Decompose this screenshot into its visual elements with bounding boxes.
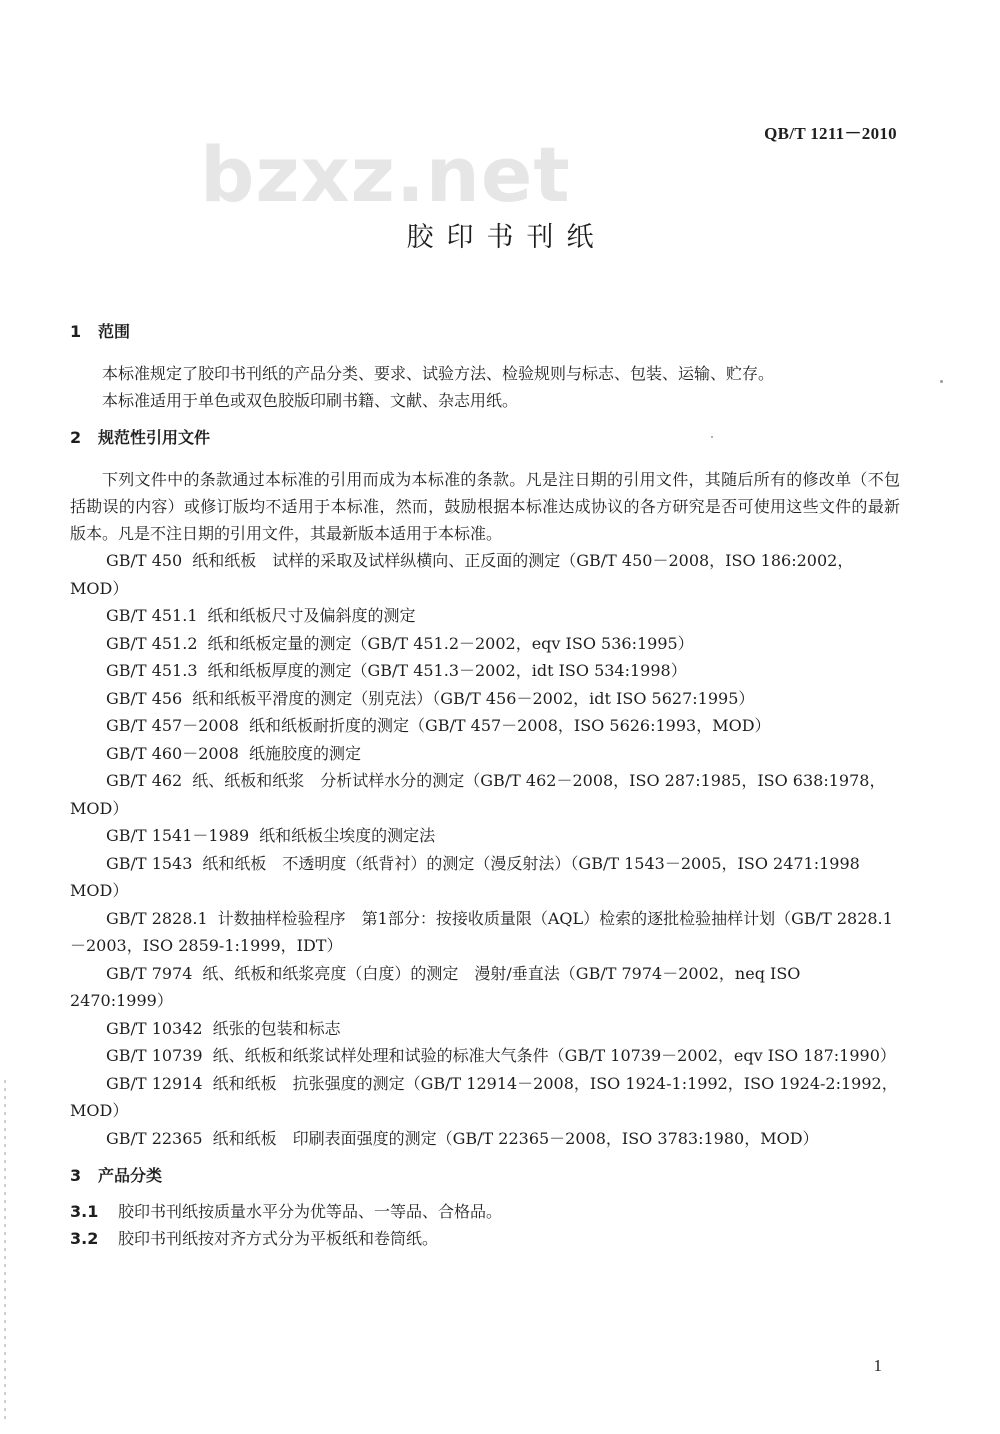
scan-edge-artifact — [4, 1080, 6, 1420]
reference-code: GB/T 10342 — [106, 1018, 203, 1038]
clause-text: 胶印书刊纸按质量水平分为优等品、一等品、合格品。 — [118, 1202, 503, 1221]
section-heading — [70, 320, 900, 344]
document-body — [70, 320, 900, 1252]
reference-item — [70, 685, 900, 713]
reference-item — [70, 1070, 900, 1125]
clause-text: 胶印书刊纸按对齐方式分为平板纸和卷筒纸。 — [118, 1229, 439, 1248]
reference-code: GB/T 10739 — [106, 1046, 203, 1065]
reference-item — [70, 905, 900, 960]
reference-code: GB/T 460－2008 — [106, 743, 239, 763]
reference-title: 纸张的包装和标志 — [212, 1018, 341, 1038]
reference-code: GB/T 462 — [106, 771, 183, 790]
reference-title: 纸和纸板尘埃度的测定法 — [259, 826, 436, 845]
reference-item — [70, 850, 900, 905]
scan-speck — [711, 436, 713, 438]
reference-item — [70, 822, 900, 850]
reference-item — [70, 960, 900, 1015]
reference-title: 纸、纸板和纸浆试样处理和试验的标准大气条件（GB/T 10739－2002，eqv ISO 187:1990） — [212, 1046, 896, 1065]
reference-title: 纸和纸板 试样的采取及试样纵横向、正反面的测定（GB/T 450－2008，ISO 186:2002，MOD） — [70, 551, 854, 598]
reference-code: GB/T 1541－1989 — [106, 826, 250, 845]
reference-title: 纸和纸板 抗张强度的测定（GB/T 12914－2008，ISO 1924-1:1992，ISO 1924-2:1992，MOD） — [70, 1073, 898, 1120]
reference-item — [70, 1125, 900, 1153]
section-number: 2 — [70, 428, 82, 447]
reference-code: GB/T 22365 — [106, 1128, 203, 1148]
reference-title: 纸和纸板厚度的测定（GB/T 451.3－2002，idt ISO 534:1998） — [207, 661, 687, 680]
reference-item — [70, 547, 900, 602]
reference-code: GB/T 451.3 — [106, 661, 198, 680]
clause — [70, 1198, 900, 1225]
paragraph: 本标准规定了胶印书刊纸的产品分类、要求、试验方法、检验规则与标志、包装、运输、贮存。 — [102, 364, 775, 383]
paragraph: 下列文件中的条款通过本标准的引用而成为本标准的条款。凡是注日期的引用文件，其随后所有的修改单（不包括勘误的内容）或修订版均不适用于本标准，然而，鼓励根据本标准达成协议的各方研究是否可使用这些文件的最新版本。凡是不注日期的引用文件，其最新版本适用于本标准。 — [70, 470, 900, 543]
standard-number: QB/T 1211－2010 — [764, 124, 897, 143]
reference-code: GB/T 451.1 — [106, 606, 198, 625]
reference-title: 纸和纸板平滑度的测定（别克法）（GB/T 456－2002，idt ISO 5627:1995） — [192, 688, 755, 708]
reference-title: 纸施胶度的测定 — [248, 743, 361, 763]
section-number: 3 — [70, 1166, 82, 1185]
reference-code: GB/T 12914 — [106, 1073, 203, 1093]
reference-code: GB/T 451.2 — [106, 633, 198, 653]
watermark: bzxz.net — [200, 130, 571, 219]
clause — [70, 1225, 900, 1252]
document-title: 胶印书刊纸 — [406, 222, 607, 253]
section-number: 1 — [70, 322, 82, 341]
reference-title: 纸、纸板和纸浆 分析试样水分的测定（GB/T 462－2008，ISO 287:1985，ISO 638:1978，MOD） — [70, 771, 886, 818]
reference-title: 纸和纸板尺寸及偏斜度的测定 — [207, 606, 416, 625]
reference-item — [70, 712, 900, 740]
reference-title: 纸、纸板和纸浆亮度（白度）的测定 漫射/垂直法（GB/T 7974－2002，neq ISO 2470:1999） — [70, 963, 801, 1010]
reference-code: GB/T 2828.1 — [106, 908, 208, 928]
reference-list — [70, 547, 900, 1152]
reference-item — [70, 740, 900, 768]
reference-code: GB/T 1543 — [106, 853, 193, 873]
reference-item — [70, 1042, 900, 1070]
scan-speck — [940, 380, 943, 383]
clause-number: 3.2 — [70, 1229, 99, 1248]
reference-title: 纸和纸板耐折度的测定（GB/T 457－2008，ISO 5626:1993，MOD） — [248, 716, 771, 735]
reference-code: GB/T 457－2008 — [106, 716, 239, 735]
paragraph: 本标准适用于单色或双色胶版印刷书籍、文献、杂志用纸。 — [102, 391, 519, 410]
section-title: 规范性引用文件 — [98, 428, 211, 447]
section-normative-references — [70, 426, 900, 1152]
reference-code: GB/T 456 — [106, 688, 183, 708]
clause-number: 3.1 — [70, 1202, 99, 1221]
section-scope — [70, 320, 900, 414]
reference-title: 纸和纸板 不透明度（纸背衬）的测定（漫反射法）（GB/T 1543－2005，ISO 2471:1998 MOD） — [70, 853, 860, 900]
reference-title: 纸和纸板 印刷表面强度的测定（GB/T 22365－2008，ISO 3783:1980，MOD） — [212, 1128, 819, 1148]
section-product-classification — [70, 1164, 900, 1252]
page-number: 1 — [873, 1356, 882, 1375]
reference-item — [70, 767, 900, 822]
section-heading — [70, 1164, 900, 1188]
section-title: 范围 — [98, 322, 131, 341]
section-title: 产品分类 — [98, 1166, 163, 1185]
reference-code: GB/T 7974 — [106, 963, 193, 983]
reference-item — [70, 657, 900, 685]
section-heading — [70, 426, 900, 450]
reference-title: 纸和纸板定量的测定（GB/T 451.2－2002，eqv ISO 536:1995） — [207, 633, 694, 653]
reference-title: 计数抽样检验程序 第1部分：按接收质量限（AQL）检索的逐批检验抽样计划（GB/T 2828.1－2003，ISO 2859-1:1999，IDT） — [70, 908, 893, 955]
reference-item — [70, 630, 900, 658]
reference-item — [70, 1015, 900, 1043]
reference-code: GB/T 450 — [106, 551, 183, 570]
reference-item — [70, 602, 900, 630]
